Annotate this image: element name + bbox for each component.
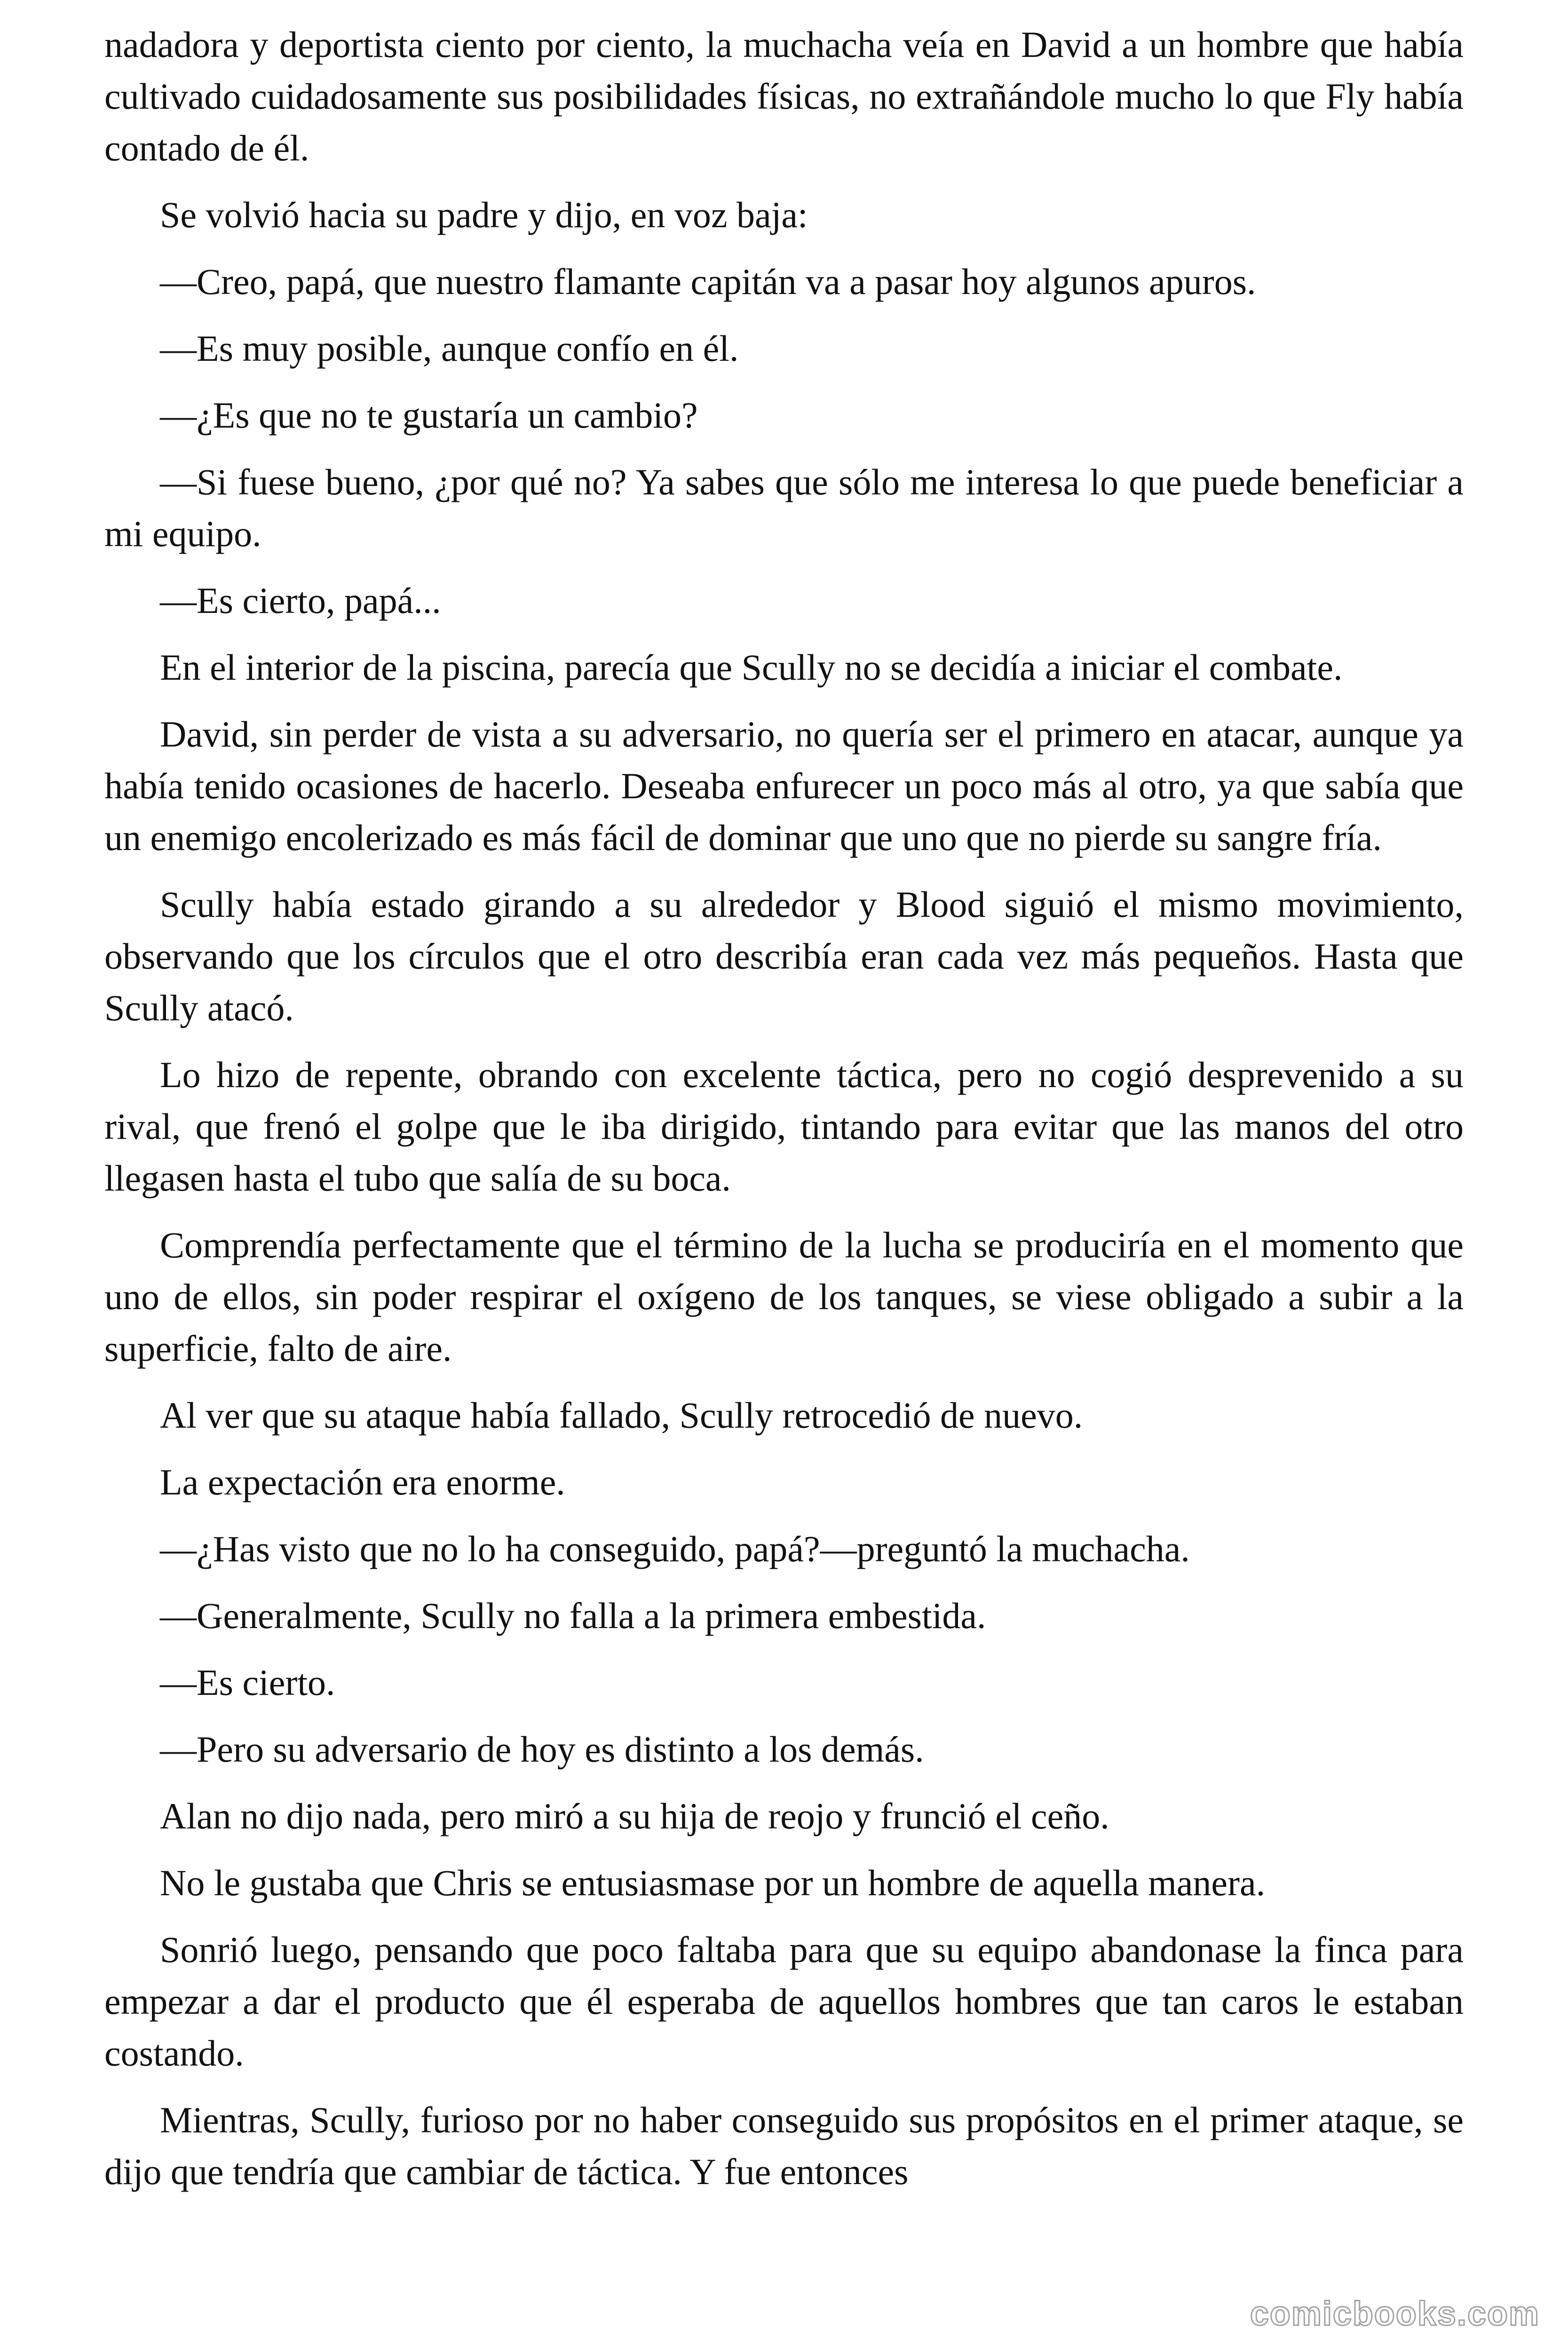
paragraph-4: —Es muy posible, aunque confío en él. xyxy=(160,328,739,369)
book-page-text xyxy=(104,19,1464,2213)
paragraph-10: Scully había estado girando a su alrededor y Blood siguió el mismo movimiento, observando que los círculos que el otro describía eran cada vez más pequeños. Hasta que Scully atacó. xyxy=(104,884,1464,1028)
paragraph-20: No le gustaba que Chris se entusiasmase por un hombre de aquella manera. xyxy=(160,1862,1266,1903)
paragraph-13: Al ver que su ataque había fallado, Scully retrocedió de nuevo. xyxy=(160,1395,1083,1436)
paragraph-9: David, sin perder de vista a su adversario, no quería ser el primero en atacar, aunque ya había tenido ocasiones de hacerlo. Deseaba enfurecer un poco más al otro, ya que sabía que un enemigo encolerizado es más fácil de dominar que uno que no pierde su sangre fría. xyxy=(104,714,1464,858)
paragraph-17: —Es cierto. xyxy=(160,1662,335,1703)
paragraph-1: nadadora y deportista ciento por ciento, la muchacha veía en David a un hombre que había cultivado cuidadosamente sus posibilidades físicas, no extrañándole mucho lo que Fly había contado de él. xyxy=(104,24,1464,168)
paragraph-18: —Pero su adversario de hoy es distinto a los demás. xyxy=(160,1729,924,1770)
paragraph-8: En el interior de la piscina, parecía que Scully no se decidía a iniciar el combate. xyxy=(160,647,1343,688)
paragraph-7: —Es cierto, papá... xyxy=(160,580,441,621)
paragraph-3: —Creo, papá, que nuestro flamante capitán va a pasar hoy algunos apuros. xyxy=(160,261,1256,302)
watermark: comicbooks.com xyxy=(1250,2295,1540,2333)
paragraph-14: La expectación era enorme. xyxy=(160,1462,565,1502)
paragraph-19: Alan no dijo nada, pero miró a su hija de reojo y frunció el ceño. xyxy=(160,1796,1109,1836)
paragraph-5: —¿Es que no te gustaría un cambio? xyxy=(160,395,698,436)
paragraph-2: Se volvió hacia su padre y dijo, en voz baja: xyxy=(160,194,808,235)
paragraph-22: Mientras, Scully, furioso por no haber conseguido sus propósitos en el primer ataque, se dijo que tendría que cambiar de táctica. Y fue entonces xyxy=(104,2099,1464,2192)
paragraph-12: Comprendía perfectamente que el término de la lucha se produciría en el momento que uno de ellos, sin poder respirar el oxígeno de los tanques, se viese obligado a subir a la superficie, falto de aire. xyxy=(104,1224,1464,1369)
paragraph-15: —¿Has visto que no lo ha conseguido, papá?—preguntó la muchacha. xyxy=(160,1528,1190,1569)
paragraph-11: Lo hizo de repente, obrando con excelente táctica, pero no cogió desprevenido a su rival, que frenó el golpe que le iba dirigido, tintando para evitar que las manos del otro llegasen hasta el tubo que salía de su boca. xyxy=(104,1054,1464,1199)
paragraph-16: —Generalmente, Scully no falla a la primera embestida. xyxy=(160,1595,986,1636)
paragraph-21: Sonrió luego, pensando que poco faltaba para que su equipo abandonase la finca para empezar a dar el producto que él esperaba de aquellos hombres que tan caros le estaban costando. xyxy=(104,1929,1464,2074)
paragraph-6: —Si fuese bueno, ¿por qué no? Ya sabes que sólo me interesa lo que puede beneficiar a mi equipo. xyxy=(104,461,1464,554)
